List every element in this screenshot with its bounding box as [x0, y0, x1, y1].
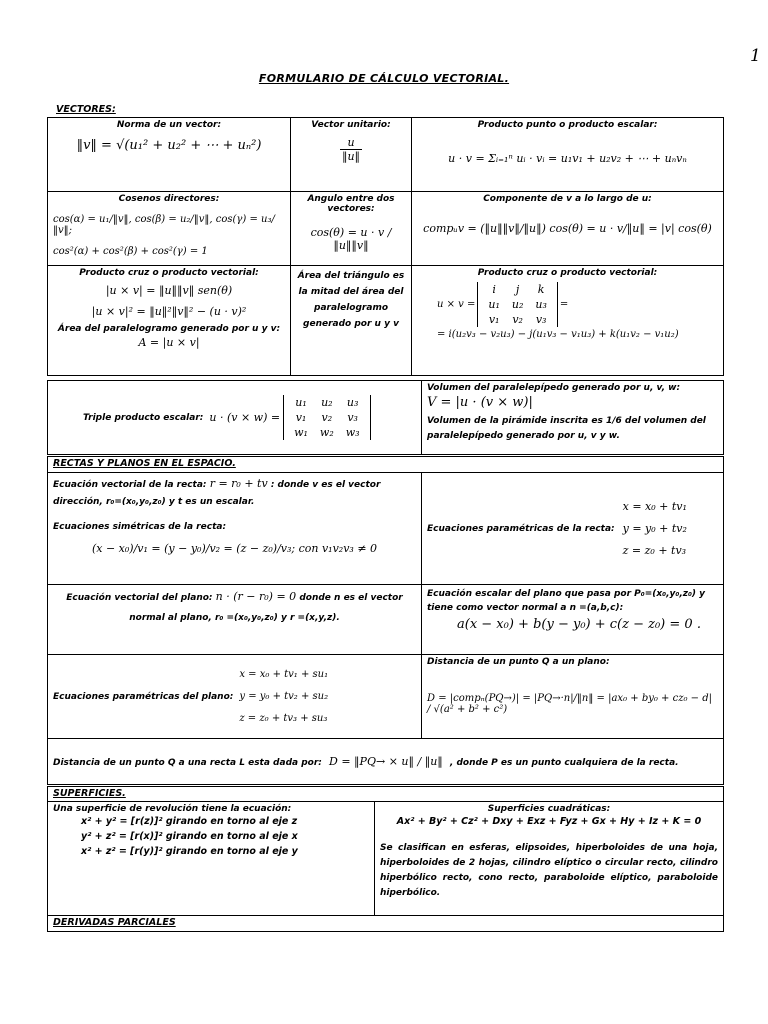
cruz2-expand: = i(u₂v₃ − v₂u₃) − j(u₁v₃ − v₁u₃) + k(u₁v₂ − v₁u₂) [437, 329, 679, 340]
cuadraticas-formula: Ax² + By² + Cz² + Dxy + Exz + Fyz + Gx + Hy + Iz + K = 0 [396, 816, 702, 827]
plano-parametricas-cell [48, 655, 422, 739]
param-eq: z = z₀ + tv₃ + su₃ [239, 712, 328, 724]
distancia-recta-desc: , donde P es un punto cualquiera de la recta. [449, 758, 679, 768]
recta-parametricas-eqs [623, 496, 687, 562]
section-derivadas: DERIVADAS PARCIALES [53, 917, 176, 928]
componente-title: Componente de v a lo largo de u: [483, 194, 652, 204]
cuadraticas-cell [375, 802, 724, 916]
recta-vectorial-label: Ecuación vectorial de la recta: [53, 480, 207, 490]
distancia-plano-formula: D = |compₙ(PQ→)| = |PQ→·n|/‖n‖ = |ax₀ + by₀ + cz₀ − d| / √(a² + b² + c²) [427, 693, 712, 715]
distancia-recta-label: Distancia de un punto Q a una recta L esta dada por: [53, 758, 322, 768]
det-cell: u₃ [346, 396, 359, 409]
cruz2-det-lhs: u × v = [437, 299, 476, 310]
page-number: 1 [750, 46, 761, 66]
plano-vectorial-label: Ecuación vectorial del plano: [66, 593, 213, 603]
cruz2-title: Producto cruz o producto vectorial: [477, 268, 658, 278]
cruz2-cell [412, 266, 724, 376]
vectores-table [47, 117, 724, 376]
triple-table [47, 380, 724, 455]
param-eq: z = z₀ + tv₃ [622, 543, 687, 557]
plano-vectorial-desc: donde n es el vector normal al plano, r₀ =(x₀,y₀,z₀) y r =(x,y,z). [129, 593, 403, 623]
det-cell: u₁ [488, 298, 500, 311]
cruz2-det-matrix [477, 282, 558, 327]
det-cell: v₃ [535, 313, 547, 326]
distancia-plano-cell [422, 655, 724, 739]
param-eq: y = y₀ + tv₂ + su₂ [239, 690, 329, 702]
cuadraticas-title: Superficies cuadráticas: [487, 804, 611, 814]
simetricas-formula: (x − x₀)/v₁ = (y − y₀)/v₂ = (z − z₀)/v₃; con v₁v₂v₃ ≠ 0 [91, 542, 378, 555]
plano-escalar-cell [422, 585, 724, 655]
revolucion-cell [48, 802, 375, 916]
det-cell: k [537, 283, 545, 296]
volumen-piramide: Volumen de la pirámide inscrita es 1/6 del volumen del paralelepípedo generado por u, v y w. [427, 416, 706, 441]
plano-vectorial-formula: n · (r − r₀) = 0 [215, 590, 297, 603]
recta-vectorial-desc: : donde v es el vector dirección, r₀=(x₀,y₀,z₀) y t es un escalar. [53, 480, 381, 507]
plano-escalar-formula: a(x − x₀) + b(y − y₀) + c(z − z₀) = 0 . [457, 617, 701, 632]
cuadraticas-text: Se clasifican en esferas, elipsoides, hiperboloides de una hoja, hiperboloides de 2 hojas, cilindro elíptico o circular recto, cilindro hiperbólico recto, cono recto, paraboloide elíptico, paraboloide hiperbólico. [380, 843, 718, 898]
superficies-table [47, 786, 724, 932]
cruz-title: Producto cruz o producto vectorial: [79, 268, 259, 278]
unitario-cell [291, 118, 412, 192]
angulo-title: Angulo entre dos vectores: [307, 194, 395, 214]
det-cell: v₁ [295, 411, 307, 424]
superficies-header-cell [48, 787, 724, 802]
det-cell: w₂ [319, 426, 334, 439]
det-cell: j [515, 283, 520, 296]
simetricas-title: Ecuaciones simétricas de la recta: [53, 522, 227, 532]
distancia-recta-cell [48, 739, 724, 785]
triangulo-cell [291, 266, 412, 376]
unitario-num: u [340, 136, 362, 150]
cruz2-det-eq: = [559, 299, 569, 310]
rectas-header-cell [48, 457, 724, 473]
triple-lhs: u · (v × w) = [209, 411, 281, 424]
plano-parametricas-title: Ecuaciones paramétricas del plano: [53, 691, 234, 702]
param-eq: y = y₀ + tv₂ [622, 521, 687, 535]
revolucion-line: y² + z² = [r(x)]² girando en torno al eje x [81, 831, 298, 842]
revolucion-title: Una superficie de revolución tiene la ecuación: [53, 804, 292, 814]
recta-parametricas-cell [422, 473, 724, 585]
det-cell: w₃ [345, 426, 360, 439]
cruz-formula-2: |u × v|² = ‖u‖²‖v‖² − (u · v)² [91, 305, 247, 318]
page-title: FORMULARIO DE CÁLCULO VECTORIAL. [258, 72, 510, 85]
param-eq: x = x₀ + tv₁ [622, 499, 687, 513]
volumen-cell [422, 381, 724, 455]
triple-det-matrix [283, 395, 370, 440]
cosenos-formula-2: cos²(α) + cos²(β) + cos²(γ) = 1 [53, 246, 208, 257]
recta-vectorial-formula: r = r₀ + tv [209, 477, 268, 490]
distancia-plano-title: Distancia de un punto Q a un plano: [427, 657, 610, 667]
cosenos-formula-1: cos(α) = u₁/‖v‖, cos(β) = u₂/‖v‖, cos(γ) = u₃/‖v‖; [53, 214, 275, 236]
triple-cell [48, 381, 422, 455]
det-cell: u₂ [321, 396, 333, 409]
punto-cell [412, 118, 724, 192]
det-cell: u₃ [535, 298, 547, 311]
componente-formula: compᵤv = (‖u‖‖v‖/‖u‖) cos(θ) = u · v/‖u‖ = |v| cos(θ) [423, 222, 712, 235]
punto-title: Producto punto o producto escalar: [477, 120, 658, 130]
area-paralelogramo-formula: A = |u × v| [138, 336, 200, 349]
det-cell: u₁ [295, 396, 307, 409]
norma-title: Norma de un vector: [116, 120, 222, 130]
recta-parametricas-row [427, 496, 718, 562]
cruz-formula-1: |u × v| = ‖u‖‖v‖ sen(θ) [105, 284, 233, 297]
plano-parametricas-row [53, 664, 416, 730]
norma-cell [48, 118, 291, 192]
norma-formula: ‖v‖ = √(u₁² + u₂² + ⋯ + uₙ²) [76, 138, 262, 153]
cosenos-cell [48, 192, 291, 266]
volumen-formula: V = |u · (v × w)| [427, 395, 533, 410]
cosenos-title: Cosenos directores: [118, 194, 220, 204]
angulo-cell [291, 192, 412, 266]
unitario-title: Vector unitario: [311, 120, 391, 130]
revolucion-lines [81, 814, 369, 859]
triple-title: Triple producto escalar: [83, 412, 204, 423]
distancia-recta-formula: D = ‖PQ→ × u‖ / ‖u‖ [329, 755, 443, 768]
punto-formula: u · v = Σᵢ₌₁ⁿ uᵢ · vᵢ = u₁v₁ + u₂v₂ + ⋯ + uₙvₙ [448, 152, 687, 165]
derivadas-header-cell [48, 916, 724, 932]
section-superficies: SUPERFICIES. [53, 788, 126, 799]
unitario-formula [340, 136, 362, 163]
recta-vectorial [53, 475, 416, 511]
rectas-table [47, 456, 724, 785]
revolucion-line: x² + z² = [r(y)]² girando en torno al eje y [81, 846, 298, 857]
section-rectas: RECTAS Y PLANOS EN EL ESPACIO. [53, 458, 236, 469]
triple-row [83, 395, 416, 440]
cruz-cell [48, 266, 291, 376]
det-cell: v₁ [488, 313, 500, 326]
det-cell: i [492, 283, 496, 296]
param-eq: x = x₀ + tv₁ + su₁ [239, 668, 329, 680]
componente-cell [412, 192, 724, 266]
cruz2-det-row [437, 282, 718, 327]
det-cell: u₂ [511, 298, 524, 311]
det-cell: w₁ [294, 426, 308, 439]
angulo-formula: cos(θ) = u · v / ‖u‖‖v‖ [310, 226, 392, 252]
det-cell: v₂ [321, 411, 333, 424]
area-paralelogramo: Área del paralelogramo generado por u y v: [57, 324, 281, 334]
recta-vectorial-cell [48, 473, 422, 585]
plano-escalar-title: Ecuación escalar del plano que pasa por P₀=(x₀,y₀,z₀) y tiene como vector normal a n =(a,b,c): [427, 589, 706, 613]
revolucion-line: x² + y² = [r(z)]² girando en torno al eje z [81, 816, 298, 827]
plano-vectorial-cell [48, 585, 422, 655]
unitario-den: ‖u‖ [341, 150, 361, 163]
recta-parametricas-title: Ecuaciones paramétricas de la recta: [427, 523, 615, 534]
section-vectores: VECTORES: [56, 104, 116, 115]
plano-parametricas-eqs [239, 664, 328, 730]
det-cell: v₂ [512, 313, 523, 326]
det-cell: v₃ [347, 411, 358, 424]
triangulo-text: Área del triángulo es la mitad del área del paralelogramo generado por u y v [297, 271, 405, 329]
volumen-title: Volumen del paralelepípedo generado por u, v, w: [427, 383, 681, 393]
